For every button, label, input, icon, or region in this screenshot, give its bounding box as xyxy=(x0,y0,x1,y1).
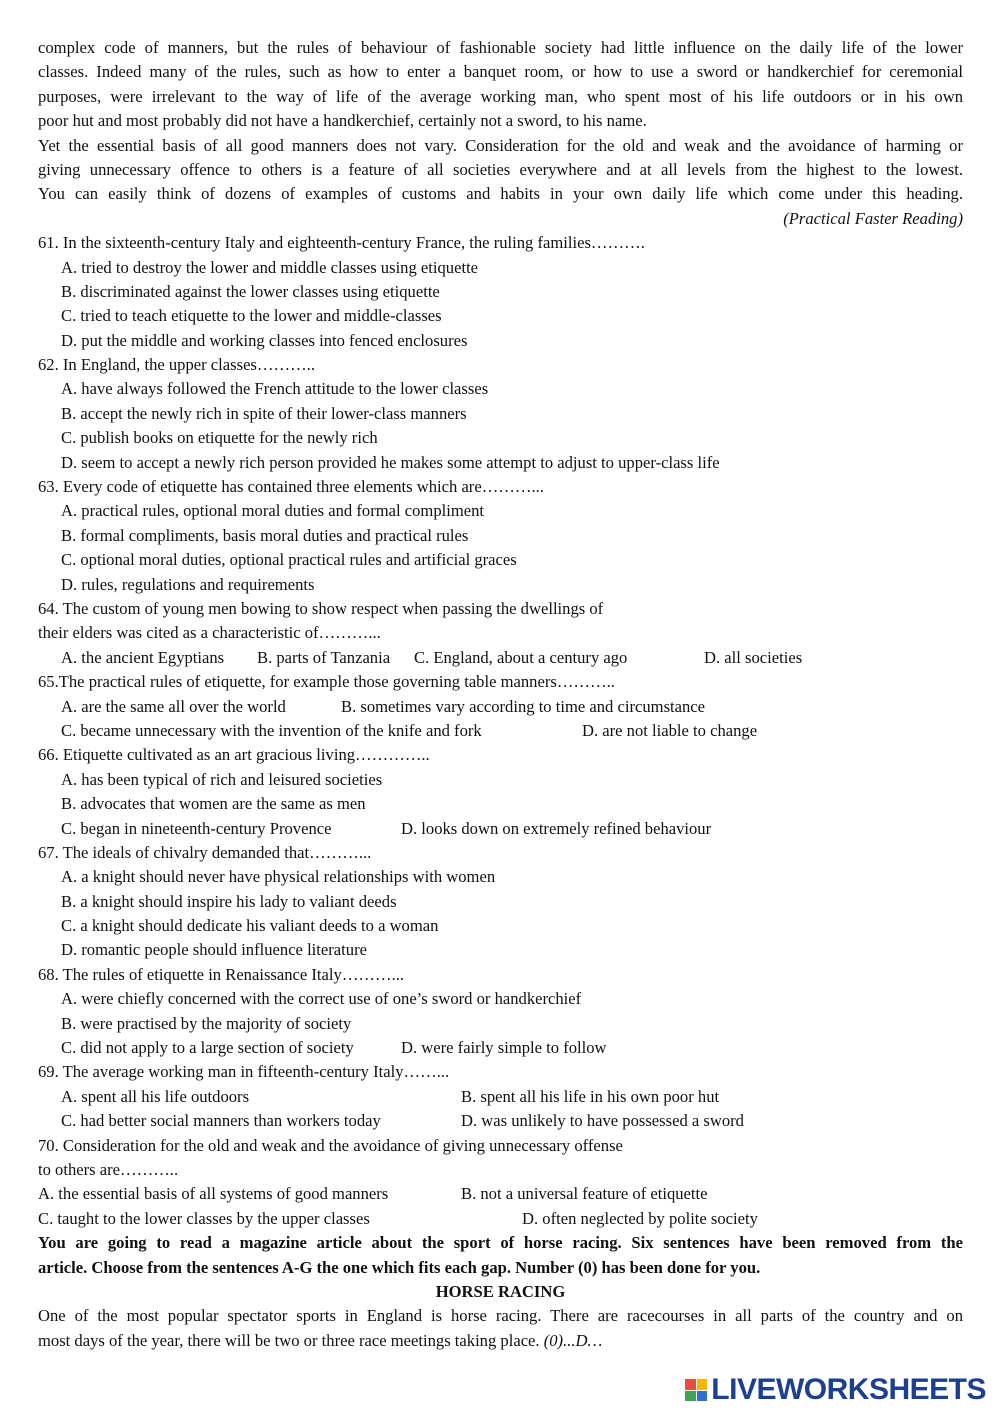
option-c[interactable]: C. optional moral duties, optional practical rules and artificial graces xyxy=(61,550,517,570)
option-c[interactable]: C. taught to the lower classes by the upper classes xyxy=(38,1208,370,1228)
logo-squares-icon xyxy=(685,1379,707,1401)
article-title: HORSE RACING xyxy=(435,1281,566,1301)
option-b[interactable]: B. accept the newly rich in spite of their lower-class manners xyxy=(61,403,467,423)
option-a[interactable]: A. a knight should never have physical relationships with women xyxy=(61,867,496,887)
question-70 xyxy=(38,1134,963,1232)
option-c[interactable]: C. publish books on etiquette for the newly rich xyxy=(61,428,378,448)
instruction-line: You are going to read a magazine article about the sport of horse racing. Six sentences have been removed from the xyxy=(38,1233,963,1253)
question-stem: 69. The average working man in fifteenth-century Italy……... xyxy=(38,1062,450,1082)
question-stem: 68. The rules of etiquette in Renaissance Italy………... xyxy=(38,964,405,984)
option-d[interactable]: D. was unlikely to have possessed a sword xyxy=(461,1111,744,1131)
question-stem: 67. The ideals of chivalry demanded that………... xyxy=(38,842,372,862)
option-row xyxy=(38,817,963,841)
passage-line: complex code of manners, but the rules of behaviour of fashionable society had little influence on the daily life of the lower xyxy=(38,38,963,57)
option-d[interactable]: D. often neglected by polite society xyxy=(522,1208,758,1228)
option-b[interactable]: B. parts of Tanzania xyxy=(257,647,391,667)
option-c[interactable]: C. did not apply to a large section of society xyxy=(61,1038,354,1058)
option-b[interactable]: B. were practised by the majority of society xyxy=(61,1013,352,1033)
option-c[interactable]: C. tried to teach etiquette to the lower and middle-classes xyxy=(61,306,442,326)
option-c[interactable]: C. began in nineteenth-century Provence xyxy=(61,818,332,838)
option-b[interactable]: B. spent all his life in his own poor hut xyxy=(461,1086,720,1106)
question-stem: 66. Etiquette cultivated as an art gracious living………….. xyxy=(38,745,430,765)
option-d[interactable]: D. put the middle and working classes into fenced enclosures xyxy=(61,330,468,350)
logo-square xyxy=(697,1391,708,1402)
option-b[interactable]: B. a knight should inspire his lady to valiant deeds xyxy=(61,891,397,911)
option-row xyxy=(38,1207,963,1231)
question-65 xyxy=(38,670,963,743)
option-row xyxy=(38,695,963,719)
option-a[interactable]: A. have always followed the French attitude to the lower classes xyxy=(61,379,489,399)
article-text: most days of the year, there will be two or three race meetings taking place. xyxy=(38,1330,540,1350)
option-d[interactable]: D. all societies xyxy=(704,647,803,667)
question-63 xyxy=(38,475,963,597)
passage-line: You can easily think of dozens of examples of customs and habits in your own daily life which come under this heading. xyxy=(38,184,963,204)
question-69 xyxy=(38,1060,963,1133)
option-a[interactable]: A. are the same all over the world xyxy=(61,696,286,716)
option-row xyxy=(38,1085,963,1109)
question-stem: 61. In the sixteenth-century Italy and eighteenth-century France, the ruling families………. xyxy=(38,233,645,253)
option-c[interactable]: C. England, about a century ago xyxy=(414,647,628,667)
option-b[interactable]: B. sometimes vary according to time and circumstance xyxy=(341,696,706,716)
question-68 xyxy=(38,963,963,1061)
instruction-line: article. Choose from the sentences A-G the one which fits each gap. Number (0) has been done for you. xyxy=(38,1257,761,1277)
option-row xyxy=(38,1182,963,1206)
logo-text: LIVEWORKSHEETS xyxy=(711,1373,986,1406)
gap-0-answer: (0)...D… xyxy=(543,1330,603,1350)
question-stem: 63. Every code of etiquette has contained three elements which are………... xyxy=(38,477,544,497)
worksheet-page xyxy=(38,36,963,1353)
option-b[interactable]: B. formal compliments, basis moral duties and practical rules xyxy=(61,525,469,545)
question-62 xyxy=(38,353,963,475)
option-b[interactable]: B. not a universal feature of etiquette xyxy=(461,1184,708,1204)
option-c[interactable]: C. became unnecessary with the invention of the knife and fork xyxy=(61,720,482,740)
passage-source: (Practical Faster Reading) xyxy=(783,208,963,228)
option-d[interactable]: D. rules, regulations and requirements xyxy=(61,574,315,594)
option-a[interactable]: A. spent all his life outdoors xyxy=(61,1086,250,1106)
option-row xyxy=(38,719,963,743)
option-c[interactable]: C. had better social manners than workers today xyxy=(61,1111,381,1131)
question-stem: 65.The practical rules of etiquette, for example those governing table manners……….. xyxy=(38,672,615,692)
option-d[interactable]: D. seem to accept a newly rich person provided he makes some attempt to adjust to upper-class life xyxy=(61,452,720,472)
option-a[interactable]: A. tried to destroy the lower and middle classes using etiquette xyxy=(61,257,479,277)
passage-line: poor hut and most probably did not have a handkerchief, certainly not a sword, to his name. xyxy=(38,111,647,131)
option-b[interactable]: B. advocates that women are the same as men xyxy=(61,794,366,814)
section-horse-racing xyxy=(38,1231,963,1353)
option-row xyxy=(38,1036,963,1060)
article-line xyxy=(38,1329,963,1353)
liveworksheets-logo xyxy=(685,1374,986,1406)
question-stem-cont: their elders was cited as a characteristic of………... xyxy=(38,623,381,643)
passage-line: Yet the essential basis of all good manners does not vary. Consideration for the old and weak and the avoidance of harming or xyxy=(38,135,963,155)
option-row xyxy=(38,646,963,670)
option-d[interactable]: D. were fairly simple to follow xyxy=(401,1038,607,1058)
option-row xyxy=(38,1109,963,1133)
option-d[interactable]: D. are not liable to change xyxy=(582,720,758,740)
question-stem: 64. The custom of young men bowing to show respect when passing the dwellings of xyxy=(38,598,604,618)
option-a[interactable]: A. were chiefly concerned with the correct use of one’s sword or handkerchief xyxy=(61,989,582,1009)
option-d[interactable]: D. romantic people should influence literature xyxy=(61,940,367,960)
option-b[interactable]: B. discriminated against the lower classes using etiquette xyxy=(61,281,440,301)
passage-line: classes. Indeed many of the rules, such as how to enter a banquet room, or how to use a sword or handkerchief for ceremonial xyxy=(38,62,963,82)
question-stem: 70. Consideration for the old and weak and the avoidance of giving unnecessary offense xyxy=(38,1135,623,1155)
option-a[interactable]: A. practical rules, optional moral duties and formal compliment xyxy=(61,501,485,521)
logo-square xyxy=(685,1391,696,1402)
option-c[interactable]: C. a knight should dedicate his valiant deeds to a woman xyxy=(61,916,439,936)
article-line: One of the most popular spectator sports in England is horse racing. There are racecourses in all parts of the country and on xyxy=(38,1306,963,1326)
option-a[interactable]: A. has been typical of rich and leisured societies xyxy=(61,769,383,789)
logo-square xyxy=(685,1379,696,1390)
question-66 xyxy=(38,743,963,841)
option-a[interactable]: A. the ancient Egyptians xyxy=(61,647,225,667)
question-67 xyxy=(38,841,963,963)
option-a[interactable]: A. the essential basis of all systems of good manners xyxy=(38,1184,389,1204)
passage-line: giving unnecessary offence to others is a feature of all societies everywhere and at all levels from the highest to the lowest. xyxy=(38,159,963,179)
passage xyxy=(38,36,963,231)
question-stem-cont: to others are……….. xyxy=(38,1159,179,1179)
question-stem: 62. In England, the upper classes……….. xyxy=(38,355,315,375)
logo-square xyxy=(697,1379,708,1390)
question-64 xyxy=(38,597,963,670)
question-61 xyxy=(38,231,963,353)
option-d[interactable]: D. looks down on extremely refined behaviour xyxy=(401,818,712,838)
passage-line: purposes, were irrelevant to the way of life of the average working man, who spent most of his life outdoors or in his own xyxy=(38,86,963,106)
